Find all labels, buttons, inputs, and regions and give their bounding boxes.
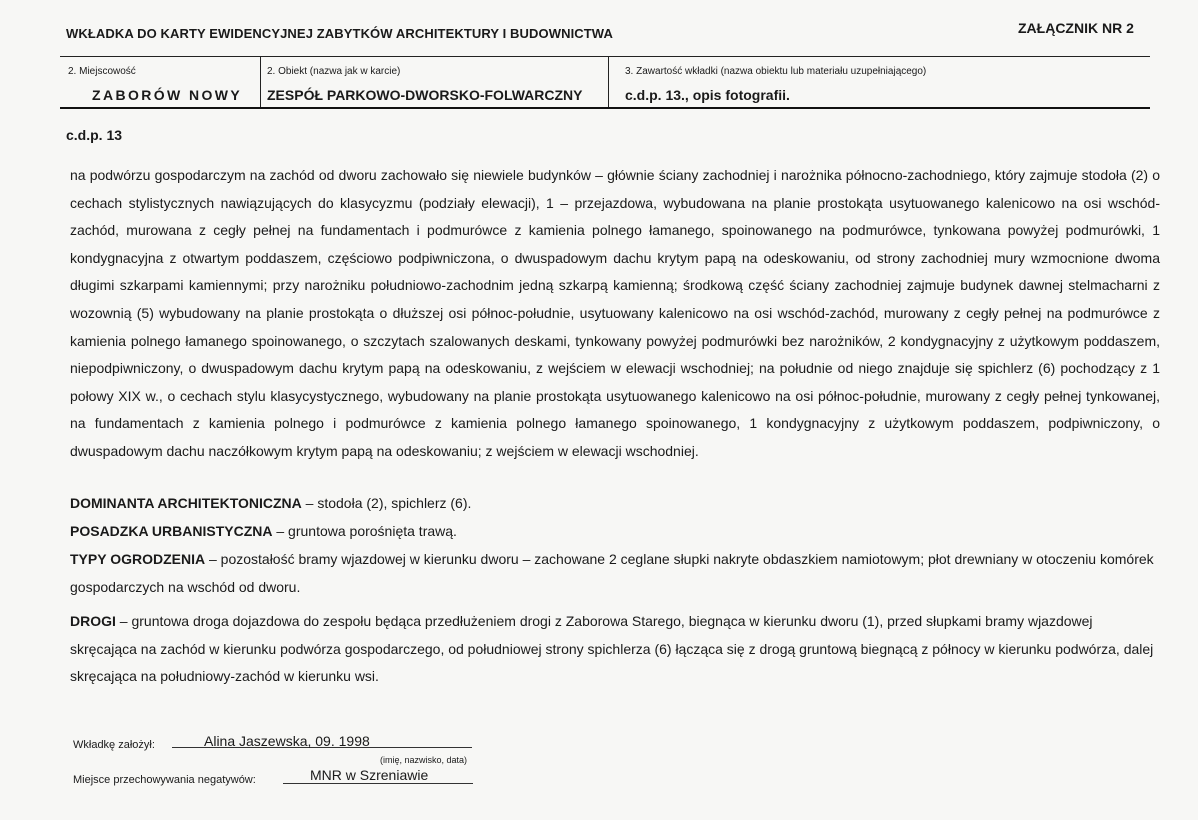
- item-key: DOMINANTA ARCHITEKTONICZNA: [70, 495, 302, 511]
- item-text: – gruntowa porośnięta trawą.: [272, 523, 457, 539]
- object-cell: [260, 57, 609, 107]
- item-fence-types: [70, 546, 1160, 601]
- author-hint: (imię, nazwisko, data): [380, 755, 468, 765]
- contents-value: c.d.p. 13., opis fotografii.: [625, 87, 790, 103]
- description-paragraph: na podwórzu gospodarczym na zachód od dworu zachowało się niewiele budynków – głównie ściany zachodniej i narożnika północno-zachodniego, który zajmuje stodoła (2) o cechach stylistycznych nawiązujących do klasycyzmu (podziały elewacji), 1 – przejazdowa, wybudowana na planie prostokąta usytuowanego kalenicowo na osi wschód-zachód, murowana z cegły pełnej na fundamentach i podmurówce z kamienia polnego łamanego, spoinowanego na podmurówce, tynkowana powyżej podmurówki, 1 kondygnacyjna z otwartym poddaszem, częściowo podpiwniczona, o dwuspadowym dachu krytym papą na odeskowaniu, od strony zachodniej mury wzmocnione dwoma długimi szkarpami kamiennymi; przy narożniku południowo-zachodnim jedną szkarpą kamienną; środkową część ściany zachodniej zajmuje budynek dawnej stelmacharni z wozownią (5) wybudowany na planie prostokąta o dłuższej osi północ-południe, usytuowany kalenicowo na osi wschód-zachód, murowany z cegły pełnej na podmurówce z kamienia polnego łamanego spoinowanego, o szczytach szalowanych deskami, tynkowany powyżej podmurówki bez narożników, 2 kondygnacyjny z użytkowym poddaszem, niepodpiwniczony, o dwuspadowym dachu krytym papą na odeskowaniu, z wejściem w elewacji wschodniej; na południe od niego znajduje się spichlerz (6) pochodzący z 1 połowy XIX w., o cechach stylu klasycystycznego, wybudowany na planie prostokąta usytuowanego kalenicowo na osi północ-południe, murowany z cegły pełnej tynkowanej, na fundamentach z kamienia polnego i podmurówce z kamienia polnego łamanego spoinowanego, 1 kondygnacyjny z użytkowym poddaszem, podpiwniczony, o dwuspadowym dachu naczółkowym krytym papą na odeskowaniu; z wejściem w elewacji wschodniej.: [70, 167, 1160, 459]
- object-label: 2. Obiekt (nazwa jak w karcie): [267, 66, 401, 77]
- form-title: WKŁADKA DO KARTY EWIDENCYJNEJ ZABYTKÓW ARCHITEKTURY I BUDOWNICTWA: [66, 26, 613, 41]
- item-text: – stodoła (2), spichlerz (6).: [301, 495, 472, 511]
- item-roads: [70, 608, 1160, 691]
- item-text: – pozostałość bramy wjazdowej w kierunku dworu – zachowane 2 ceglane słupki nakryte obdaszkiem namiotowym; płot drewniany w otoczeniu komórek gospodarczych na wschód od dworu.: [70, 551, 1154, 595]
- locality-label: 2. Miejscowość: [68, 66, 136, 77]
- author-label: Wkładkę założył:: [73, 739, 155, 751]
- section-heading: c.d.p. 13: [66, 127, 123, 143]
- header-fields-table: [60, 56, 1150, 109]
- object-value: ZESPÓŁ PARKOWO-DWORSKO-FOLWARCZNY: [267, 87, 583, 103]
- contents-label: 3. Zawartość wkładki (nazwa obiektu lub materiału uzupełniającego): [625, 66, 927, 77]
- storage-label: Miejsce przechowywania negatywów:: [73, 774, 256, 786]
- contents-cell: [608, 57, 1151, 107]
- item-key: DROGI: [70, 613, 116, 629]
- annex-number: ZAŁĄCZNIK NR 2: [1018, 20, 1134, 36]
- item-key: POSADZKA URBANISTYCZNA: [70, 523, 273, 539]
- locality-cell: [60, 57, 260, 107]
- item-architectural-dominant: [70, 490, 1160, 518]
- item-text: – gruntowa droga dojazdowa do zespołu będąca przedłużeniem drogi z Zaborowa Starego, biegnąca w kierunku dworu (1), przed słupkami bramy wjazdowej skręcająca na zachód w kierunku podwórza gospodarczego, od południowej strony spichlerza (6) łącząca się z drogą gruntową biegnącą z północy w kierunku podwórza, dalej skręcająca na południowy-zachód w kierunku wsi.: [70, 613, 1154, 685]
- author-value: Alina Jaszewska, 09. 1998: [204, 733, 370, 749]
- storage-line: [283, 783, 473, 784]
- locality-value: ZABORÓW NOWY: [92, 87, 243, 103]
- storage-value: MNR w Szreniawie: [310, 767, 429, 783]
- item-key: TYPY OGRODZENIA: [70, 551, 206, 567]
- item-urban-floor: [70, 518, 1160, 546]
